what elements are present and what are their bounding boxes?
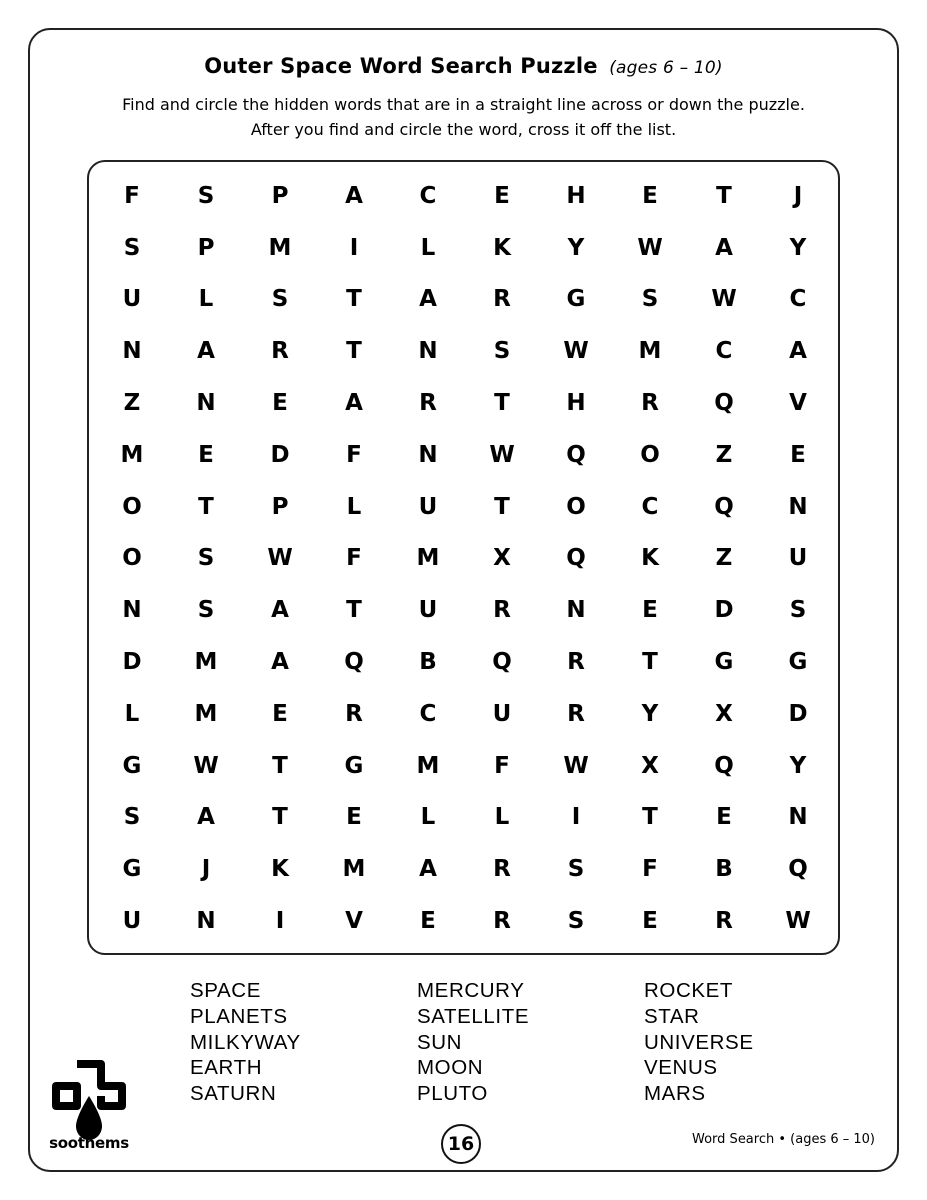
word-list-item[interactable]: UNIVERSE	[644, 1030, 754, 1054]
grid-letter[interactable]: W	[193, 752, 219, 779]
grid-letter[interactable]: K	[493, 234, 511, 261]
grid-letter[interactable]: R	[493, 286, 511, 313]
grid-letter[interactable]: D	[122, 649, 142, 676]
grid-letter[interactable]: W	[489, 441, 515, 468]
grid-letter[interactable]: E	[642, 182, 658, 209]
grid-letter[interactable]: Y	[789, 234, 807, 261]
grid-letter[interactable]: R	[345, 700, 363, 727]
grid-letter[interactable]: H	[566, 390, 586, 417]
grid-letter[interactable]: E	[420, 908, 436, 935]
grid-letter[interactable]: E	[494, 182, 510, 209]
grid-letter[interactable]: G	[788, 649, 808, 676]
grid-letter[interactable]: Q	[714, 752, 734, 779]
word-list-column	[644, 978, 844, 1107]
word-list-item[interactable]: MARS	[644, 1082, 706, 1106]
grid-letter[interactable]: R	[493, 856, 511, 883]
grid-letter[interactable]: O	[122, 493, 142, 520]
grid-letter[interactable]: X	[715, 700, 733, 727]
grid-letter[interactable]: U	[122, 908, 142, 935]
grid-letter[interactable]: M	[342, 856, 366, 883]
grid-letter[interactable]: W	[711, 286, 737, 313]
grid-letter[interactable]: R	[271, 338, 289, 365]
grid-letter[interactable]: T	[198, 493, 214, 520]
grid-letter[interactable]: N	[122, 338, 142, 365]
grid-letter[interactable]: N	[418, 338, 438, 365]
grid-letter[interactable]: Q	[714, 493, 734, 520]
word-list	[190, 978, 830, 1107]
grid-letter[interactable]: P	[271, 182, 289, 209]
footer-label: Word Search • (ages 6 – 10)	[692, 1132, 875, 1147]
grid-letter[interactable]: J	[793, 182, 803, 209]
word-list-item[interactable]: ROCKET	[644, 979, 734, 1002]
grid-letter[interactable]: U	[418, 597, 438, 624]
grid-letter[interactable]: U	[122, 286, 142, 313]
grid-letter[interactable]: R	[493, 597, 511, 624]
grid-letter[interactable]: Q	[566, 545, 586, 572]
grid-letter[interactable]: A	[345, 390, 363, 417]
grid-letter[interactable]: M	[416, 752, 440, 779]
word-list-item[interactable]: SATURN	[190, 1082, 277, 1106]
grid-letter[interactable]: L	[124, 700, 140, 727]
grid-letter[interactable]: Z	[715, 545, 733, 572]
grid-letter[interactable]: I	[275, 908, 285, 935]
grid-letter[interactable]: E	[346, 804, 362, 831]
grid-letter[interactable]: T	[346, 597, 362, 624]
grid-letter[interactable]: A	[271, 649, 289, 676]
grid-letter[interactable]: S	[123, 804, 141, 831]
grid-letter[interactable]: R	[567, 700, 585, 727]
word-list-item[interactable]: PLANETS	[190, 1004, 288, 1028]
grid-letter[interactable]: Q	[788, 856, 808, 883]
grid-letter[interactable]: M	[638, 338, 662, 365]
grid-letter[interactable]: N	[122, 597, 142, 624]
instructions-line-1: Find and circle the hidden words that are in a straight line across or down the puzzle.	[122, 95, 805, 114]
grid-letter[interactable]: T	[346, 338, 362, 365]
grid-letter[interactable]: M	[194, 700, 218, 727]
grid-letter[interactable]: T	[494, 493, 510, 520]
grid-letter[interactable]: R	[641, 390, 659, 417]
grid-letter[interactable]: S	[567, 908, 585, 935]
grid-letter[interactable]: T	[716, 182, 732, 209]
word-list-item[interactable]: STAR	[644, 1004, 700, 1028]
word-list-item[interactable]: VENUS	[644, 1056, 718, 1080]
grid-letter[interactable]: S	[197, 545, 215, 572]
grid-letter[interactable]: O	[640, 441, 660, 468]
grid-letter[interactable]: T	[494, 390, 510, 417]
title-text: Outer Space Word Search Puzzle	[204, 54, 598, 78]
grid-letter[interactable]: G	[122, 856, 142, 883]
grid-letter[interactable]: Q	[492, 649, 512, 676]
grid-letter[interactable]: D	[788, 700, 808, 727]
grid-letter[interactable]: A	[419, 856, 437, 883]
grid-letter[interactable]: M	[268, 234, 292, 261]
grid-letter[interactable]: X	[493, 545, 511, 572]
grid-letter[interactable]: V	[789, 390, 807, 417]
word-list-item[interactable]: MERCURY	[417, 979, 525, 1002]
word-list-item[interactable]: SPACE	[190, 979, 261, 1002]
grid-letter[interactable]: A	[271, 597, 289, 624]
grid-letter[interactable]: M	[416, 545, 440, 572]
grid-letter[interactable]: N	[566, 597, 586, 624]
word-list-item[interactable]: MOON	[417, 1056, 484, 1080]
grid-letter[interactable]: R	[567, 649, 585, 676]
grid-letter[interactable]: C	[419, 700, 437, 727]
grid-letter[interactable]: P	[197, 234, 215, 261]
grid-letter[interactable]: R	[493, 908, 511, 935]
grid-letter[interactable]: N	[196, 908, 216, 935]
grid-letter[interactable]: O	[566, 493, 586, 520]
grid-letter[interactable]: E	[642, 908, 658, 935]
grid-letter[interactable]: Z	[715, 441, 733, 468]
grid-letter[interactable]: W	[563, 752, 589, 779]
grid-letter[interactable]: F	[346, 545, 362, 572]
grid-letter[interactable]: F	[642, 856, 658, 883]
grid-letter[interactable]: C	[789, 286, 807, 313]
word-list-item[interactable]: MILKYWAY	[190, 1030, 301, 1054]
word-list-item[interactable]: EARTH	[190, 1056, 263, 1080]
grid-letter[interactable]: O	[122, 545, 142, 572]
grid-letter[interactable]: A	[197, 804, 215, 831]
grid-letter[interactable]: B	[419, 649, 437, 676]
grid-letter[interactable]: E	[642, 597, 658, 624]
grid-letter[interactable]: I	[349, 234, 359, 261]
page-number: 16	[441, 1124, 481, 1164]
grid-letter[interactable]: S	[123, 234, 141, 261]
grid-letter[interactable]: N	[196, 390, 216, 417]
instructions	[0, 92, 927, 142]
word-list-item[interactable]: PLUTO	[417, 1082, 488, 1106]
grid-letter[interactable]: Y	[567, 234, 585, 261]
grid-letter[interactable]: L	[198, 286, 214, 313]
grid-letter[interactable]: E	[198, 441, 214, 468]
grid-letter[interactable]: A	[197, 338, 215, 365]
grid-letter[interactable]: T	[346, 286, 362, 313]
grid-letter[interactable]: S	[641, 286, 659, 313]
word-list-item[interactable]: SATELLITE	[417, 1004, 530, 1028]
grid-letter[interactable]: F	[494, 752, 510, 779]
grid-letter[interactable]: U	[788, 545, 808, 572]
grid-letter[interactable]: C	[641, 493, 659, 520]
instructions-line-2: After you find and circle the word, cross it off the list.	[250, 120, 677, 139]
grid-letter[interactable]: K	[641, 545, 659, 572]
grid-letter[interactable]: K	[271, 856, 289, 883]
grid-letter[interactable]: N	[788, 493, 808, 520]
grid-letter[interactable]: E	[716, 804, 732, 831]
grid-letter[interactable]: C	[715, 338, 733, 365]
grid-letter[interactable]: D	[270, 441, 290, 468]
grid-letter[interactable]: Q	[344, 649, 364, 676]
grid-letter[interactable]: S	[271, 286, 289, 313]
grid-letter[interactable]: X	[641, 752, 659, 779]
puzzle-grid	[95, 170, 835, 947]
page-title	[0, 54, 927, 78]
grid-letter[interactable]: W	[563, 338, 589, 365]
grid-letter[interactable]: E	[790, 441, 806, 468]
grid-letter[interactable]: R	[715, 908, 733, 935]
grid-letter[interactable]: T	[642, 649, 658, 676]
grid-letter[interactable]: W	[785, 908, 811, 935]
grid-letter[interactable]: S	[493, 338, 511, 365]
grid-letter[interactable]: G	[566, 286, 586, 313]
grid-letter[interactable]: Q	[714, 390, 734, 417]
grid-letter[interactable]: A	[345, 182, 363, 209]
grid-letter[interactable]: G	[344, 752, 364, 779]
grid-letter[interactable]: F	[346, 441, 362, 468]
grid-letter[interactable]: V	[345, 908, 363, 935]
word-list-column	[190, 978, 417, 1107]
grid-letter[interactable]: L	[346, 493, 362, 520]
grid-letter[interactable]: A	[715, 234, 733, 261]
grid-letter[interactable]: U	[418, 493, 438, 520]
grid-letter[interactable]: S	[567, 856, 585, 883]
grid-letter[interactable]: E	[272, 390, 288, 417]
grid-letter[interactable]: L	[420, 234, 436, 261]
grid-letter[interactable]: R	[419, 390, 437, 417]
grid-letter[interactable]: G	[122, 752, 142, 779]
grid-letter[interactable]: N	[788, 804, 808, 831]
grid-letter[interactable]: L	[420, 804, 436, 831]
grid-letter[interactable]: M	[194, 649, 218, 676]
grid-letter[interactable]: L	[494, 804, 510, 831]
grid-letter[interactable]: E	[272, 700, 288, 727]
grid-letter[interactable]: P	[271, 493, 289, 520]
logo-text: soothems	[49, 1134, 129, 1152]
grid-letter[interactable]: Y	[789, 752, 807, 779]
grid-letter[interactable]: G	[714, 649, 734, 676]
grid-letter[interactable]: W	[267, 545, 293, 572]
title-ages: (ages 6 – 10)	[609, 58, 723, 78]
grid-letter[interactable]: W	[637, 234, 663, 261]
grid-letter[interactable]: A	[419, 286, 437, 313]
grid-letter[interactable]: T	[642, 804, 658, 831]
grid-letter[interactable]: S	[197, 182, 215, 209]
grid-letter[interactable]: S	[197, 597, 215, 624]
grid-letter[interactable]: T	[272, 752, 288, 779]
grid-letter[interactable]: U	[492, 700, 512, 727]
word-list-column	[417, 978, 644, 1107]
grid-letter[interactable]: B	[715, 856, 733, 883]
grid-letter[interactable]: Q	[566, 441, 586, 468]
grid-letter[interactable]: M	[120, 441, 144, 468]
grid-letter[interactable]: J	[201, 856, 211, 883]
grid-letter[interactable]: N	[418, 441, 438, 468]
grid-letter[interactable]: C	[419, 182, 437, 209]
grid-letter[interactable]: D	[714, 597, 734, 624]
grid-letter[interactable]: T	[272, 804, 288, 831]
grid-letter[interactable]: Z	[123, 390, 141, 417]
grid-letter[interactable]: A	[789, 338, 807, 365]
grid-letter[interactable]: F	[124, 182, 140, 209]
word-list-item[interactable]: SUN	[417, 1030, 463, 1054]
grid-letter[interactable]: S	[789, 597, 807, 624]
grid-letter[interactable]: H	[566, 182, 586, 209]
grid-letter[interactable]: I	[571, 804, 581, 831]
grid-letter[interactable]: Y	[641, 700, 659, 727]
